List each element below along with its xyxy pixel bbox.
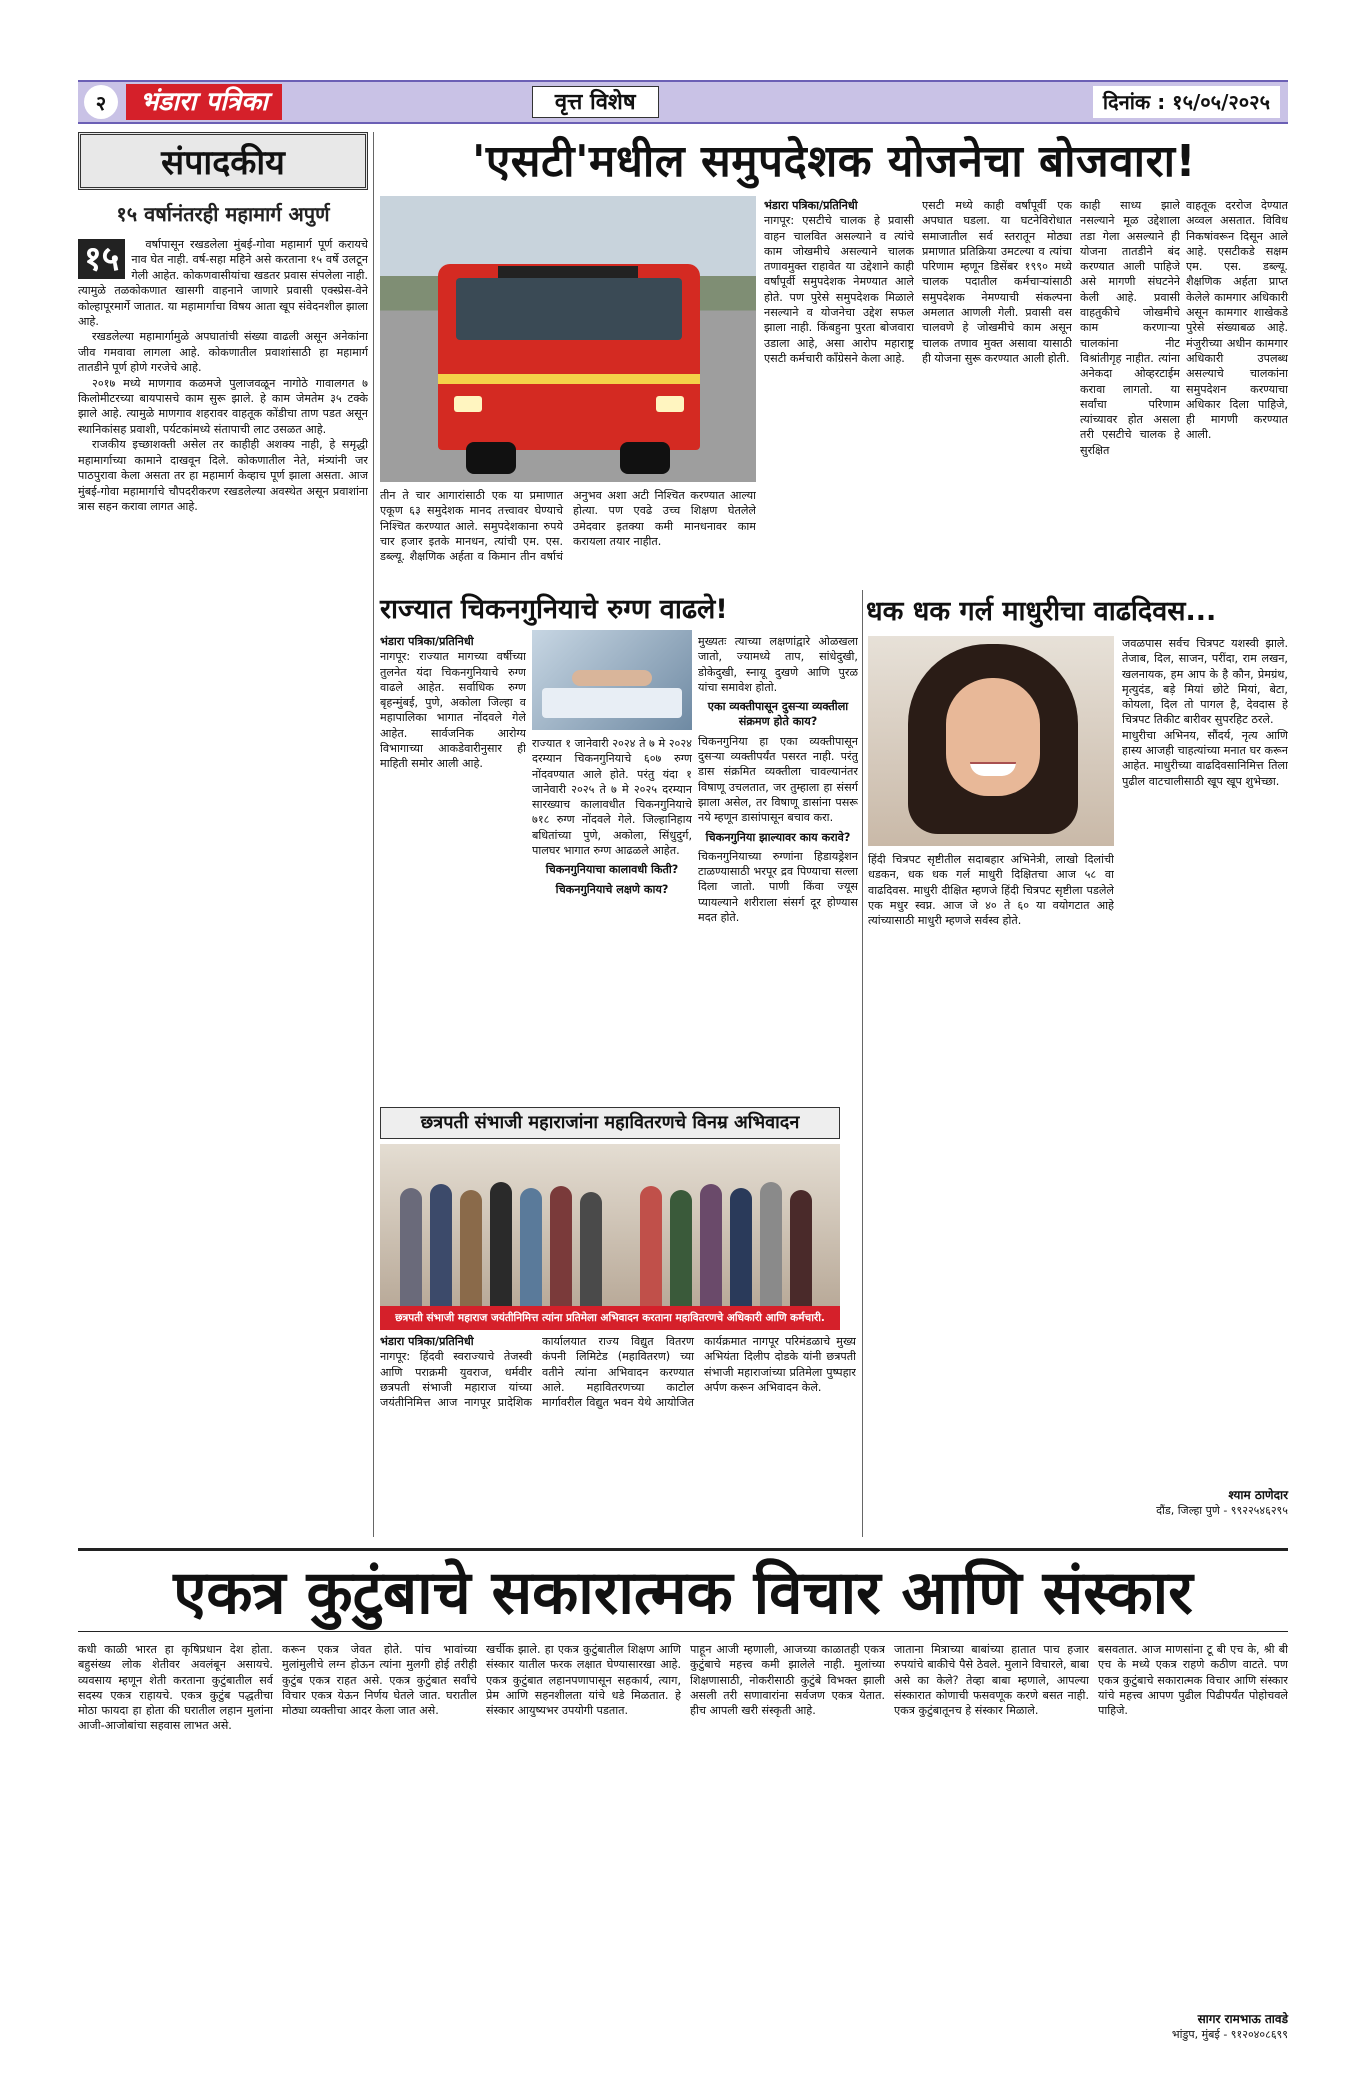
madhuri-text: जवळपास सर्वच चित्रपट यशस्वी झाले. तेजाब, दिल, साजन, परींदा, राम लखन, खलनायक, हम आप के है कौन, प्रेमग्रंथ, मृत्युदंड, बड़े मियां छोटे मियां, बेटा, कोयला, दिल तो पागल है, देवदास हे चित्रपट तिकीट बारीवर सुपरहिट ठरले. [1122, 637, 1288, 727]
bus-body [438, 264, 700, 450]
family-story-text: बसवतात. आज माणसांना टू बी एच के, श्री बी एच के मध्ये एकत्र राहणे कठीण वाटते. पण एकत्र कुटुंबाचे सकारात्मक विचार आणि संस्कार यांचे महत्त्व आपण पुढील पिढीपर्यंत पोहोचवले पाहिजे. [1098, 1643, 1288, 1718]
family-story-text: जाताना मित्राच्या बाबांच्या हातात पाच हजार रुपयांचे बाकीचे पैसे ठेवले. मुलाने विचारले, बाबा असे का केले? तेव्हा बाबा म्हणाले, आपल्या संस्कारात कोणाची फसवणूक करणे बसत नाही. एकत्र कुटुंबातूनच हे संस्कार मिळाले. [894, 1643, 1089, 1718]
st-story-column [764, 198, 914, 582]
patient-arm [572, 670, 652, 686]
drop-cap: १५ [78, 239, 125, 279]
madhuri-column [868, 852, 1114, 1512]
chikungunya-subhead: चिकनगुनिया झाल्यावर काय करावे? [705, 830, 851, 844]
attendee [790, 1190, 812, 1306]
family-story-column [1098, 1642, 1288, 2002]
chikungunya-headline: राज्यात चिकनगुनियाचे रुग्ण वाढले! [380, 594, 728, 625]
attendee [760, 1182, 782, 1306]
bus-windshield [456, 278, 682, 340]
bus-wheel [620, 442, 670, 474]
st-story-headline: 'एसटी'मधील समुपदेशक योजनेचा बोजवारा! [471, 136, 1197, 187]
bus-wheel [466, 442, 516, 474]
editorial-body [78, 237, 368, 1537]
chikungunya-subhead: चिकनगुनियाचे लक्षणे काय? [555, 882, 669, 896]
st-story-byline: भंडारा पत्रिका/प्रतिनिधी [764, 199, 858, 212]
chikungunya-text: चिकनगुनियाच्या रुग्णांना हिडायड्रेशन टाळण्यासाठी भरपूर द्रव पिण्याचा सल्ला दिला जातो. पाणी किंवा ज्यूस प्यायल्याने शरीराला संसर्ग दूर होण्यास मदत होते. [698, 849, 858, 925]
bus-photo [380, 196, 756, 482]
attendee [490, 1182, 512, 1306]
family-story-text: खर्चीक झाले. हा एकत्र कुटुंबातील शिक्षण आणि संस्कार यातील फरक लक्षात घेण्यासारखा आहे. एकत्र कुटुंबात लहानपणापासून सहकार्य, त्याग, प्रेम आणि सहनशीलता यांचे धडे मिळतात. हे संस्कार आयुष्यभर उपयोगी पडतात. [486, 1643, 681, 1718]
madhuri-author [1080, 1486, 1288, 1518]
family-story-column [690, 1642, 885, 2042]
chikungunya-byline: भंडारा पत्रिका/प्रतिनिधी [380, 635, 474, 648]
column-divider [373, 132, 374, 1537]
attendee [700, 1184, 722, 1306]
chikungunya-text: राज्यात १ जानेवारी २०२४ ते ७ मे २०२४ दरम्यान चिकनगुनियाचे ६०७ रुग्ण नोंदवण्यात आले होते. परंतु यंदा १ जानेवारी २०२५ ते ७ मे २०२५ दरम्यान सारख्याच कालावधीत चिकनगुनियाचे ७१८ रुग्ण नोंदवले गेले. जिल्हानिहाय बधितांच्या पुणे, अकोला, सिंधुदुर्ग, पालघर भागात रुग्ण आढळले आहेत. [532, 737, 692, 858]
author-location: दौंड, जिल्हा पुणे - ९९२२५४६२९५ [1156, 1504, 1288, 1517]
attendee [550, 1186, 572, 1306]
attendee [400, 1188, 422, 1306]
madhuri-text: माधुरीचा अभिनय, सौंदर्य, नृत्य आणि हास्य आजही चाहत्यांच्या मनात घर करून आहेत. माधुरीच्या वाढदिवसानिमित्त तिला पुढील वाटचालीसाठी खूप खूप शुभेच्छा. [1122, 728, 1288, 788]
family-story-column [894, 1642, 1089, 2042]
madhuri-photo [868, 636, 1114, 846]
bus-destination-board [498, 266, 638, 278]
attendee [670, 1190, 692, 1306]
ceremony-photo [380, 1144, 840, 1306]
portrait-face [946, 678, 1040, 796]
family-story-text: पाहून आजी म्हणाली, आजच्या काळातही एकत्र कुटुंबाचे महत्त्व कमी झालेले नाही. मुलांच्या शिक्षणासाठी, नोकरीसाठी कुटुंबे विभक्त झाली असली तरी सणावारांना सर्वजण एकत्र येतात. हीच आपली खरी संस्कृती आहे. [690, 1643, 885, 1718]
st-story-column [380, 488, 756, 582]
author-location: भांडुप, मुंबई - ९१२०४०८६९९ [1171, 2028, 1288, 2041]
st-story-text: एसटी मध्ये काही वर्षांपूर्वी एक अपघात घडला. या घटनेविरोधात समाजातील सर्व स्तरातून मोठ्या प्रमाणात प्रतिक्रिया उमटल्या व त्यांचा परिणाम म्हणून डिसेंबर १९९० मध्ये चालक पदातील कर्मचाऱ्यांसाठी समुपदेशक नेमण्याची संकल्पना अमलात आणली गेली. प्रवासी वस चालवणे हे जोखमीचे काम असून चालक तणाव मुक्त असावा यासाठी ही योजना सुरू करण्यात आली होती. [922, 199, 1072, 365]
sambhaji-text: नागपूर: हिंदवी स्वराज्याचे तेजस्वी आणि पराक्रमी युवराज, धर्मवीर छत्रपती संभाजी महाराज यांच्या जयंतीनिमित्त आज नागपूर प्रादेशिक कार्यालयात राज्य विद्युत वितरण कंपनी लिमिटेड (महावितरण) च्या वतीने त्यांना अभिवादन करण्यात आले. महावितरणच्या काटोल मार्गावरील विद्युत भवन येथे आयोजित कार्यक्रमात नागपूर परिमंडळाचे मुख्य अभियंता दिलीप दोडके यांनी छत्रपती संभाजी महाराजांच्या प्रतिमेला पुष्पहार अर्पण करून अभिवादन केले. [380, 1335, 856, 1410]
bus-headlight [656, 396, 684, 412]
family-story-column [486, 1642, 681, 2042]
editorial-paragraph: २०१७ मध्ये माणगाव कळमजे पुलाजवळून नागोठे गावालगत ७ किलोमीटरच्या बायपासचे काम सुरू झाले. हे काम जेमतेम ३५ टक्के झाले आहे. त्यामुळे माणगाव शहरावर वाहतूक कोंडीचा ताण पडत असून स्थानिकांसह प्रवाशी, पर्यटकांमध्ये संतापाची लाट उसळत आहे. [78, 376, 368, 436]
bus-stripe [438, 374, 700, 384]
attendee [430, 1184, 452, 1306]
attendee [460, 1190, 482, 1306]
st-story-column [1080, 198, 1180, 582]
newspaper-brand: भंडारा पत्रिका [126, 84, 282, 120]
attendee [730, 1188, 752, 1306]
editorial-headline: १५ वर्षानंतरही महामार्ग अपुर्ण [116, 202, 330, 226]
editorial-paragraph: वर्षापासून रखडलेला मुंबई-गोवा महामार्ग पूर्ण करायचे नाव घेत नाही. वर्ष-सहा महिने असे करताना १५ वर्षे उलटून गेली आहेत. कोकणवासीयांचा खडतर प्रवास संपलेला नाही. त्यामुळे तळकोकणात खासगी वाहनाने जाणारे प्रवासी एक्स्प्रेस-वेने कोल्हापूरमार्गे जातात. या महामार्गाचा विषय आता खूप संवेदनशील झाला आहे. [78, 238, 368, 329]
madhuri-headline: धक धक गर्ल माधुरीचा वाढदिवस... [866, 596, 1217, 627]
st-story-text: वाहतूक दररोज देण्यात अव्वल असतात. विविध निकषांवरून दिसून आले आहे. एसटीकडे सक्षम एम. एस. डब्ल्यू. शैक्षणिक अर्हता प्राप्त केलेले कामगार अधिकारी असून कामगार शाखेकडे पुरेसे संख्याबळ आहे. मंजुरीच्या अधीन कामगार अधिकारी उपलब्ध असल्याचे चालकांना समुपदेशन करण्याचा अधिकार दिला पाहिजे, ही मागणी करण्यात आली. [1186, 199, 1288, 442]
chikungunya-column [698, 634, 858, 1100]
chikungunya-subhead: चिकनगुनियाचा कालावधी किती? [545, 863, 679, 877]
family-story-text: करून एकत्र जेवत होते. पांच भावांच्या मुलांमुलीचे लग्न होऊन त्यांना मुलगी होई तरीही कुटुंब एकत्र राहत असे. एकत्र कुटुंबात सर्वांचे विचार एकत्र येऊन निर्णय घेतले जात. घरातील मोठ्या व्यक्तीचा आदर केला जात असे. [282, 1643, 477, 1718]
patient-photo [532, 630, 692, 730]
page-number: २ [84, 85, 118, 119]
chikungunya-column [380, 634, 526, 1100]
st-story-column [922, 198, 1072, 582]
editorial-banner: संपादकीय [78, 132, 368, 190]
editorial-column [78, 132, 368, 1537]
chikungunya-text: नागपूर: राज्यात मागच्या वर्षीच्या तुलनेत यंदा चिकनगुनियाचे रुग्ण वाढले आहेत. सर्वाधिक रुग्ण बृहन्मुंबई, पुणे, अकोला जिल्हा व महापालिका भागात नोंदवले गेले आहेत. सार्वजनिक आरोग्य विभागाच्या आकडेवारीनुसार ही माहिती समोर आली आहे. [380, 650, 526, 771]
section-label: वृत्त विशेष [532, 86, 659, 118]
attendee [520, 1188, 542, 1306]
sambhaji-headline: छत्रपती संभाजी महाराजांना महावितरणचे विनम्र अभिवादन [380, 1107, 840, 1139]
attendee [580, 1192, 602, 1306]
attendee [640, 1186, 662, 1306]
chikungunya-subhead: एका व्यक्तीपासून दुसऱ्या व्यक्तीला संक्रमण होते काय? [707, 700, 849, 729]
family-story-headline: एकत्र कुटुंबाचे सकारात्मक विचार आणि संस्कार [78, 1548, 1288, 1632]
family-story-author [1080, 2010, 1288, 2042]
st-story-text: काही साध्य झाले नसल्याने मूळ उद्देशाला तडा गेला असल्याने ही योजना तातडीने बंद करण्यात आली पाहिजे असे मागणी संघटनेने केली आहे. प्रवासी वाहतुकीचे जोखमीचे काम करणाऱ्या चालकांना नीट विश्रांतीगृह नाहीत. त्यांना अनेकदा ओव्हरटाईम करावा लागतो. या सर्वांचा परिणाम त्यांच्यावर होत असला तरी एसटीचे चालक हे सुरक्षित [1080, 199, 1180, 457]
author-name: सागर रामभाऊ तावडे [1197, 2012, 1288, 2026]
portrait-smile [970, 762, 1016, 776]
family-story-column [78, 1642, 273, 2042]
bus-headlight [454, 396, 482, 412]
hospital-bed [542, 688, 682, 718]
st-story-text: तीन ते चार आगारांसाठी एक या प्रमाणात एकूण ६३ समुदेशक मानद तत्त्वावर घेण्याचे निश्चित करण्यात आले. समुपदेशकाना रुपये चार हजार इतके मानधन, त्यांची एम. एस. डब्ल्यू. शैक्षणिक अर्हता व किमान तीन वर्षाचं अनुभव अशा अटी निश्चित करण्यात आल्या होत्या. पण एवढे उच्च शिक्षण घेतलेले उमेदवार इतक्या कमी मानधनावर काम करायला तयार नाहीत. [380, 489, 756, 564]
madhuri-column [1122, 636, 1288, 1472]
family-story-text: कधी काळी भारत हा कृषिप्रधान देश होता. बहुसंख्य लोक शेतीवर अवलंबून असायचे. व्यवसाय म्हणून शेती करताना कुटुंबातील सर्व सदस्य एकत्र राहायचे. एकत्र कुटुंब पद्धतीचा मोठा फायदा हा होता की घरातील लहान मुलांना आजी-आजोबांचा सहवास लाभत असे. [78, 1643, 273, 1733]
sambhaji-story-text [380, 1334, 856, 1536]
chikungunya-text: मुख्यतः त्याच्या लक्षणांद्वारे ओळखला जातो, ज्यामध्ये ताप, सांधेदुखी, डोकेदुखी, स्नायू दुखणे आणि पुरळ यांचा समावेश होतो. [698, 635, 858, 694]
st-story-column [1186, 198, 1288, 582]
issue-date: दिनांक : १५/०५/२०२५ [1093, 86, 1280, 118]
editorial-paragraph: राजकीय इच्छाशक्ती असेल तर काहीही अशक्य नाही, हे समृद्धी महामार्गाच्या कामाने दाखवून दिले. कोकणातील नेते, मंत्र्यांनी जर पाठपुरावा केला असता तर हा महामार्ग केव्हाच पूर्ण झाला असता. आज मुंबई-गोवा महामार्गाचे चौपदरीकरण रखडलेल्या अवस्थेत असून प्रवाशांना त्रास सहन करावा लागत आहे. [78, 438, 368, 513]
st-story-text: नागपूर: एसटीचे चालक हे प्रवासी वाहन चालवित असल्याने व त्यांचे काम जोखमीचे असल्याने चालक तणावमुक्त राहावेत या उद्देशाने काही वर्षांपूर्वी समुपदेशक नेमण्यात आले होते. पण पुरेसे समुपदेशक मिळाले नसल्याने व योजनेचा उद्देश सफल झाला नाही. किंबहुना पुरता बोजवारा उडाला आहे, असा आरोप महाराष्ट्र एसटी कर्मचारी काँग्रेसने केला आहे. [764, 214, 914, 365]
chikungunya-column [532, 736, 692, 1100]
column-divider [862, 590, 863, 1537]
author-name: श्याम ठाणेदार [1228, 1488, 1288, 1502]
chikungunya-text: चिकनगुनिया हा एका व्यक्तीपासून दुसऱ्या व्यक्तीपर्यंत पसरत नाही. परंतु डास संक्रमित व्यक्तीला चावल्यानंतर विषाणू उचलतात, जर तुम्हाला हा संसर्ग झाला असेल, तर विषाणू डासांना पसरू नये म्हणून डासांपासून बचाव करा. [698, 734, 858, 825]
sambhaji-byline: भंडारा पत्रिका/प्रतिनिधी [380, 1335, 474, 1348]
madhuri-text: हिंदी चित्रपट सृष्टीतील सदाबहार अभिनेत्री, लाखो दिलांची धडकन, धक धक गर्ल माधुरी दिक्षितचा आज ५८ वा वाढदिवस. माधुरी दीक्षित म्हणजे हिंदी चित्रपट सृष्टीला पडलेले एक मधुर स्वप्न. आज जे ४० ते ६० या वयोगटात आहे त्यांच्यासाठी माधुरी म्हणजे सर्वस्व होते. [868, 853, 1114, 928]
page-header [78, 80, 1288, 124]
family-story-column [282, 1642, 477, 2042]
editorial-paragraph: रखडलेल्या महामार्गामुळे अपघातांची संख्या वाढली असून अनेकांना जीव गमवावा लागला आहे. कोकणातील प्रवाशांसाठी हा महामार्ग तातडीने पूर्ण होणे गरजेचे आहे. [78, 330, 368, 375]
ceremony-caption: छत्रपती संभाजी महाराज जयंतीनिमित्त त्यांना प्रतिमेला अभिवादन करताना महावितरणचे अधिकारी आणि कर्मचारी. [380, 1306, 840, 1330]
